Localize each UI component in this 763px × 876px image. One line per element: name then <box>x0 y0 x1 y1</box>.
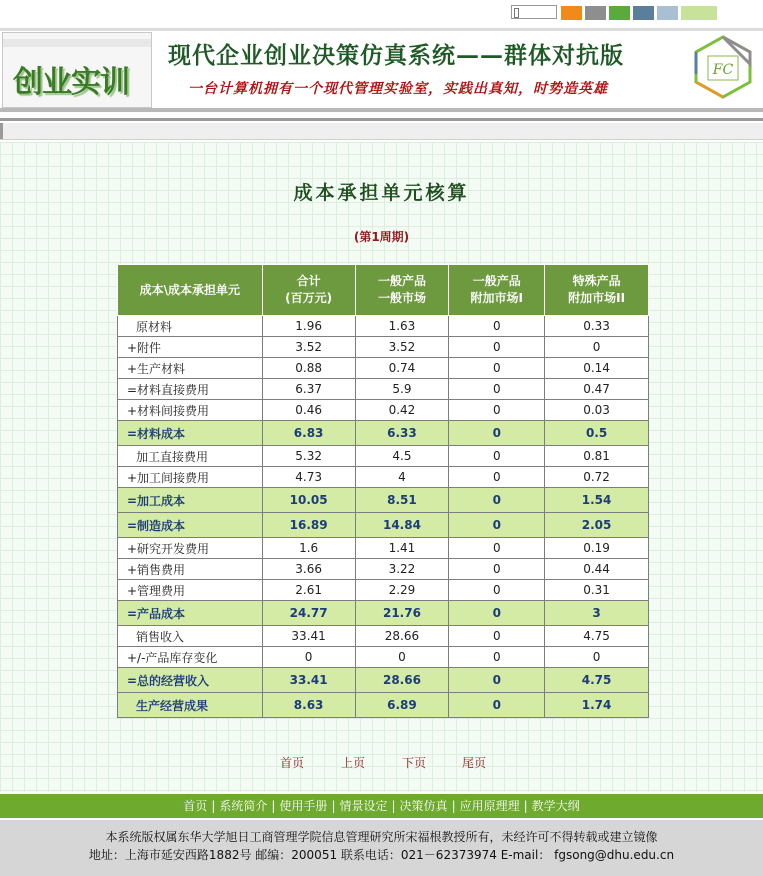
table-row <box>118 421 649 446</box>
table-cell: 0 <box>449 467 545 488</box>
table-row <box>118 488 649 513</box>
table-cell: 4.73 <box>262 467 355 488</box>
table-cell: 21.76 <box>355 601 449 626</box>
table-cell: 0 <box>449 559 545 580</box>
table-cell: 4.75 <box>545 668 649 693</box>
table-cell: 24.77 <box>262 601 355 626</box>
row-label: 销售收入 <box>118 626 263 647</box>
separator: | <box>451 799 456 813</box>
row-label: 加工直接费用 <box>118 446 263 467</box>
table-cell: 6.37 <box>262 379 355 400</box>
row-label: =总的经营收入 <box>118 668 263 693</box>
col-header-total <box>262 265 355 316</box>
separator: | <box>523 799 528 813</box>
table-cell: 14.84 <box>355 513 449 538</box>
table-row <box>118 668 649 693</box>
table-row <box>118 559 649 580</box>
col-header-general-general <box>355 265 449 316</box>
color-swatch-light-green[interactable] <box>681 6 717 20</box>
col-header-subtext: 附加市场II <box>568 291 626 305</box>
table-cell: 16.89 <box>262 513 355 538</box>
table-cell: 3.52 <box>355 337 449 358</box>
footer-link-manual[interactable]: 使用手册 <box>279 799 328 813</box>
table-cell: 0 <box>545 647 649 668</box>
table-row <box>118 513 649 538</box>
table-cell: 2.05 <box>545 513 649 538</box>
logo-text: 创业实训 <box>13 65 129 100</box>
logo-bar <box>3 39 151 47</box>
table-row <box>118 446 649 467</box>
table-row <box>118 467 649 488</box>
table-cell: 0 <box>449 601 545 626</box>
color-swatch-gray[interactable] <box>585 6 606 20</box>
table-cell: 5.32 <box>262 446 355 467</box>
table-cell: 0 <box>449 580 545 601</box>
row-label: 原材料 <box>118 316 263 337</box>
table-cell: 0 <box>449 693 545 718</box>
table-cell: 3.52 <box>262 337 355 358</box>
table-cell: 0.47 <box>545 379 649 400</box>
table-cell: 10.05 <box>262 488 355 513</box>
separator: | <box>211 799 216 813</box>
header-top-rule <box>0 28 763 31</box>
table-cell: 0 <box>449 337 545 358</box>
table-cell: 28.66 <box>355 668 449 693</box>
footer-link-intro[interactable]: 系统简介 <box>219 799 268 813</box>
table-cell: 0 <box>355 647 449 668</box>
table-cell: 0.74 <box>355 358 449 379</box>
row-label: +生产材料 <box>118 358 263 379</box>
table-row <box>118 647 649 668</box>
col-header-special-extra <box>545 265 649 316</box>
table-cell: 0 <box>449 446 545 467</box>
logo[interactable] <box>2 32 152 108</box>
table-cell: 4 <box>355 467 449 488</box>
table-cell: 0.81 <box>545 446 649 467</box>
table-cell: 1.74 <box>545 693 649 718</box>
table-cell: 0.88 <box>262 358 355 379</box>
table-cell: 0.5 <box>545 421 649 446</box>
col-header-text: 特殊产品 <box>572 274 621 288</box>
col-header-general-extra <box>449 265 545 316</box>
table-cell: 0 <box>449 626 545 647</box>
table-row <box>118 358 649 379</box>
table-cell: 1.96 <box>262 316 355 337</box>
table-cell: 8.63 <box>262 693 355 718</box>
mini-scrollbar[interactable] <box>511 5 557 19</box>
table-cell: 0 <box>449 668 545 693</box>
table-row <box>118 400 649 421</box>
col-header-text: 一般产品 <box>472 274 521 288</box>
table-cell: 6.89 <box>355 693 449 718</box>
table-cell: 3.22 <box>355 559 449 580</box>
table-cell: 0.14 <box>545 358 649 379</box>
period-label: (第1周期) <box>353 230 410 244</box>
pager-next-link[interactable]: 下页 <box>402 756 427 770</box>
cost-table-body <box>118 316 649 718</box>
col-header-text: 合计 <box>296 274 321 288</box>
row-label: 生产经营成果 <box>118 693 263 718</box>
table-cell: 0 <box>449 513 545 538</box>
table-cell: 6.83 <box>262 421 355 446</box>
table-cell: 0 <box>449 488 545 513</box>
table-row <box>118 693 649 718</box>
sub-bar <box>0 118 763 140</box>
table-cell: 0.19 <box>545 538 649 559</box>
slogan: 一台计算机拥有一个现代管理实验室，实践出真知，时势造英雄 <box>188 81 608 97</box>
footer-link-home[interactable]: 首页 <box>183 799 208 813</box>
row-label: =材料直接费用 <box>118 379 263 400</box>
table-cell: 4.5 <box>355 446 449 467</box>
table-row <box>118 601 649 626</box>
table-cell: 0.72 <box>545 467 649 488</box>
address-line: 地址：上海市延安西路1882号 邮编：200051 联系电话：021－62373974 E-mail： fgsong@dhu.edu.cn <box>88 848 675 862</box>
fc-hexagon-logo-icon <box>692 34 754 100</box>
table-cell: 1.63 <box>355 316 449 337</box>
pager-first-link[interactable]: 首页 <box>280 756 305 770</box>
row-label: =产品成本 <box>118 601 263 626</box>
table-cell: 0.46 <box>262 400 355 421</box>
separator: | <box>391 799 396 813</box>
col-header-text: 成本\成本承担单元 <box>139 282 241 297</box>
scroll-thumb[interactable] <box>514 8 519 18</box>
sub-bar-edge <box>0 123 3 139</box>
sub-bar-rule <box>0 118 763 121</box>
table-cell: 0.33 <box>545 316 649 337</box>
col-header-text: 一般产品 <box>377 274 426 288</box>
top-strip <box>0 0 763 26</box>
table-cell: 0 <box>545 337 649 358</box>
col-header-subtext: 一般市场 <box>377 291 426 305</box>
pager-last-link[interactable]: 尾页 <box>462 756 487 770</box>
table-cell: 3 <box>545 601 649 626</box>
table-row <box>118 626 649 647</box>
cost-table <box>117 264 649 718</box>
header-bottom-rule <box>0 108 763 112</box>
table-cell: 33.41 <box>262 668 355 693</box>
table-row <box>118 379 649 400</box>
footer-nav <box>0 794 763 818</box>
row-label: =加工成本 <box>118 488 263 513</box>
row-label: +管理费用 <box>118 580 263 601</box>
row-label: +销售费用 <box>118 559 263 580</box>
row-label: +研究开发费用 <box>118 538 263 559</box>
table-cell: 6.33 <box>355 421 449 446</box>
table-cell: 0 <box>449 421 545 446</box>
table-cell: 0 <box>449 316 545 337</box>
pager-prev-link[interactable]: 上页 <box>341 756 366 770</box>
row-label: =制造成本 <box>118 513 263 538</box>
table-cell: 0.44 <box>545 559 649 580</box>
site-header <box>0 28 763 112</box>
color-swatch-light-blue[interactable] <box>657 6 678 20</box>
table-row <box>118 337 649 358</box>
footer-link-simulation[interactable]: 决策仿真 <box>399 799 448 813</box>
footer-link-principles[interactable]: 应用原理理 <box>459 799 520 813</box>
footer-link-syllabus[interactable]: 教学大纲 <box>531 799 580 813</box>
table-cell: 28.66 <box>355 626 449 647</box>
color-swatch-green[interactable] <box>609 6 630 20</box>
footer-info <box>0 820 763 876</box>
table-cell: 0.42 <box>355 400 449 421</box>
table-cell: 1.41 <box>355 538 449 559</box>
table-cell: 33.41 <box>262 626 355 647</box>
table-cell: 2.61 <box>262 580 355 601</box>
table-cell: 0 <box>449 400 545 421</box>
row-label: +/-产品库存变化 <box>118 647 263 668</box>
system-title: 现代企业创业决策仿真系统——群体对抗版 <box>168 42 624 69</box>
main-content <box>0 142 763 792</box>
col-header-subtext: (百万元) <box>285 291 333 305</box>
copyright-line: 本系统版权属东华大学旭日工商管理学院信息管理研究所宋福根教授所有，未经许可不得转载或建立镜像 <box>105 830 658 844</box>
pager <box>0 754 763 770</box>
table-header-row <box>118 265 649 316</box>
row-label: +附件 <box>118 337 263 358</box>
col-header-cost <box>118 265 263 316</box>
col-header-subtext: 附加市场I <box>470 291 523 305</box>
table-cell: 0 <box>449 358 545 379</box>
table-cell: 0 <box>449 538 545 559</box>
table-row <box>118 316 649 337</box>
table-cell: 0 <box>449 647 545 668</box>
table-cell: 4.75 <box>545 626 649 647</box>
table-cell: 0.31 <box>545 580 649 601</box>
table-cell: 8.51 <box>355 488 449 513</box>
table-cell: 0.03 <box>545 400 649 421</box>
table-cell: 0 <box>449 379 545 400</box>
table-cell: 2.29 <box>355 580 449 601</box>
row-label: =材料成本 <box>118 421 263 446</box>
table-cell: 3.66 <box>262 559 355 580</box>
color-swatch-slate[interactable] <box>633 6 654 20</box>
separator: | <box>271 799 276 813</box>
table-cell: 1.54 <box>545 488 649 513</box>
sub-bar-strip <box>0 123 763 140</box>
table-row <box>118 538 649 559</box>
separator: | <box>331 799 336 813</box>
table-row <box>118 580 649 601</box>
row-label: +材料间接费用 <box>118 400 263 421</box>
table-cell: 0 <box>262 647 355 668</box>
table-cell: 5.9 <box>355 379 449 400</box>
footer-link-scenario[interactable]: 情景设定 <box>339 799 388 813</box>
color-swatch-orange[interactable] <box>561 6 582 20</box>
row-label: +加工间接费用 <box>118 467 263 488</box>
table-cell: 1.6 <box>262 538 355 559</box>
fc-logo-text: FC <box>712 62 734 78</box>
page-title: 成本承担单元核算 <box>293 182 470 204</box>
